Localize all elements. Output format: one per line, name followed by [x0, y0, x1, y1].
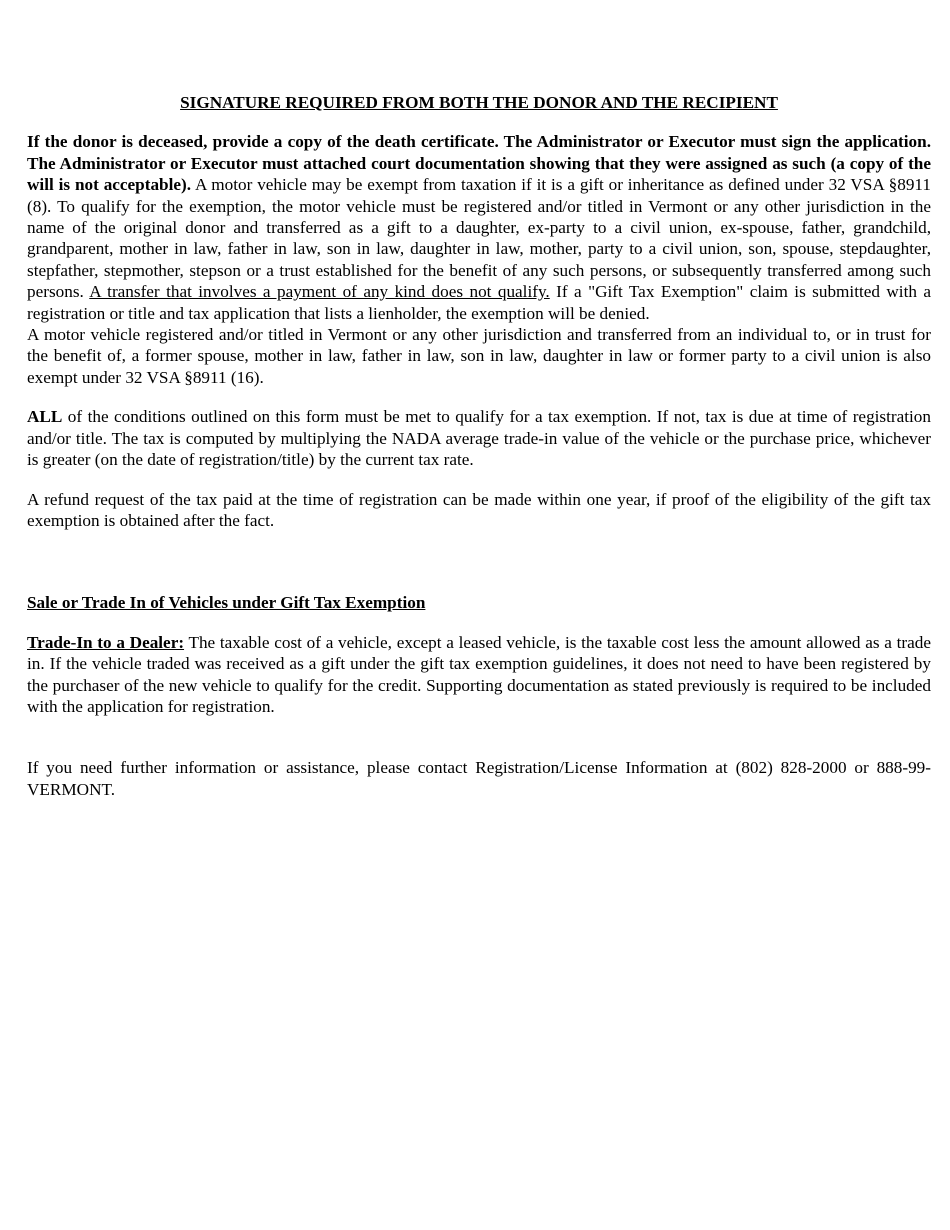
paragraph-body: of the conditions outlined on this form must be met to qualify for a tax exemption. If not, tax is due at time of registration and/or title. The tax is computed by multiplying the NADA average trade-in value of the vehicle or the purchase price, whichever is greater (on the date of registration/title) by the current tax rate. [27, 407, 931, 470]
paragraph-bold-intro: If the donor is deceased, provide a copy of the death certificate. The Administrator or Executor must sign the application. The Administrator or Executor must attached court documentation showing that they were assigned as such (a copy of the will is not acceptable). [27, 132, 931, 195]
paragraph-body: A motor vehicle may be exempt from taxation if it is a gift or inheritance as defined under 32 VSA §8911 (8). To qualify for the exemption, the motor vehicle must be registered and/or titled in Vermont or any other jurisdiction in the name of the original donor and transferred as a gift to a daughter, ex-party to a civil union, ex-spouse, father, grandchild, grandparent, mother in law, father in law, son in law, daughter in law, mother, party to a civil union, son, spouse, stepdaughter, stepfather, stepmother, stepson or a trust established for the benefit of any such persons, or subsequently transferred among such persons. [27, 175, 931, 302]
paragraph-underlined-note: A transfer that involves a payment of any kind does not qualify. [89, 282, 550, 302]
paragraph-all-conditions [27, 406, 931, 470]
paragraph-trade-in [27, 632, 931, 718]
document-page [27, 90, 931, 800]
paragraph-bold-lead: Trade-In to a Dealer: [27, 632, 185, 652]
paragraph-bold-lead: ALL [27, 407, 63, 427]
paragraph-contact-info: If you need further information or assistance, please contact Registration/License Information at (802) 828-2000 or 888-99-VERMONT. [27, 758, 931, 799]
paragraph-refund-request: A refund request of the tax paid at the time of registration can be made within one year, if proof of the eligibility of the gift tax exemption is obtained after the fact. [27, 489, 931, 530]
section-title-sale-trade-in: Sale or Trade In of Vehicles under Gift Tax Exemption [27, 593, 426, 613]
paragraph-donor-deceased [27, 131, 931, 324]
paragraph-tail: If a "Gift Tax Exemption" claim is submitted with a registration or title and tax application that lists a lienholder, the exemption will be denied. [27, 282, 931, 323]
page-title: SIGNATURE REQUIRED FROM BOTH THE DONOR AND THE RECIPIENT [180, 93, 778, 112]
paragraph-body: The taxable cost of a vehicle, except a leased vehicle, is the taxable cost less the amount allowed as a trade in. If the vehicle traded was received as a gift under the gift tax exemption guidelines, it does not need to have been registered by the purchaser of the new vehicle to qualify for the credit. Supporting documentation as stated previously is required to be included with the application for registration. [27, 632, 931, 716]
paragraph-former-spouse: A motor vehicle registered and/or titled in Vermont or any other jurisdiction and transferred from an individual to, or in trust for the benefit of, a former spouse, mother in law, father in law, son in law, daughter in law or former party to a civil union is also exempt under 32 VSA §8911 (16). [27, 325, 931, 387]
